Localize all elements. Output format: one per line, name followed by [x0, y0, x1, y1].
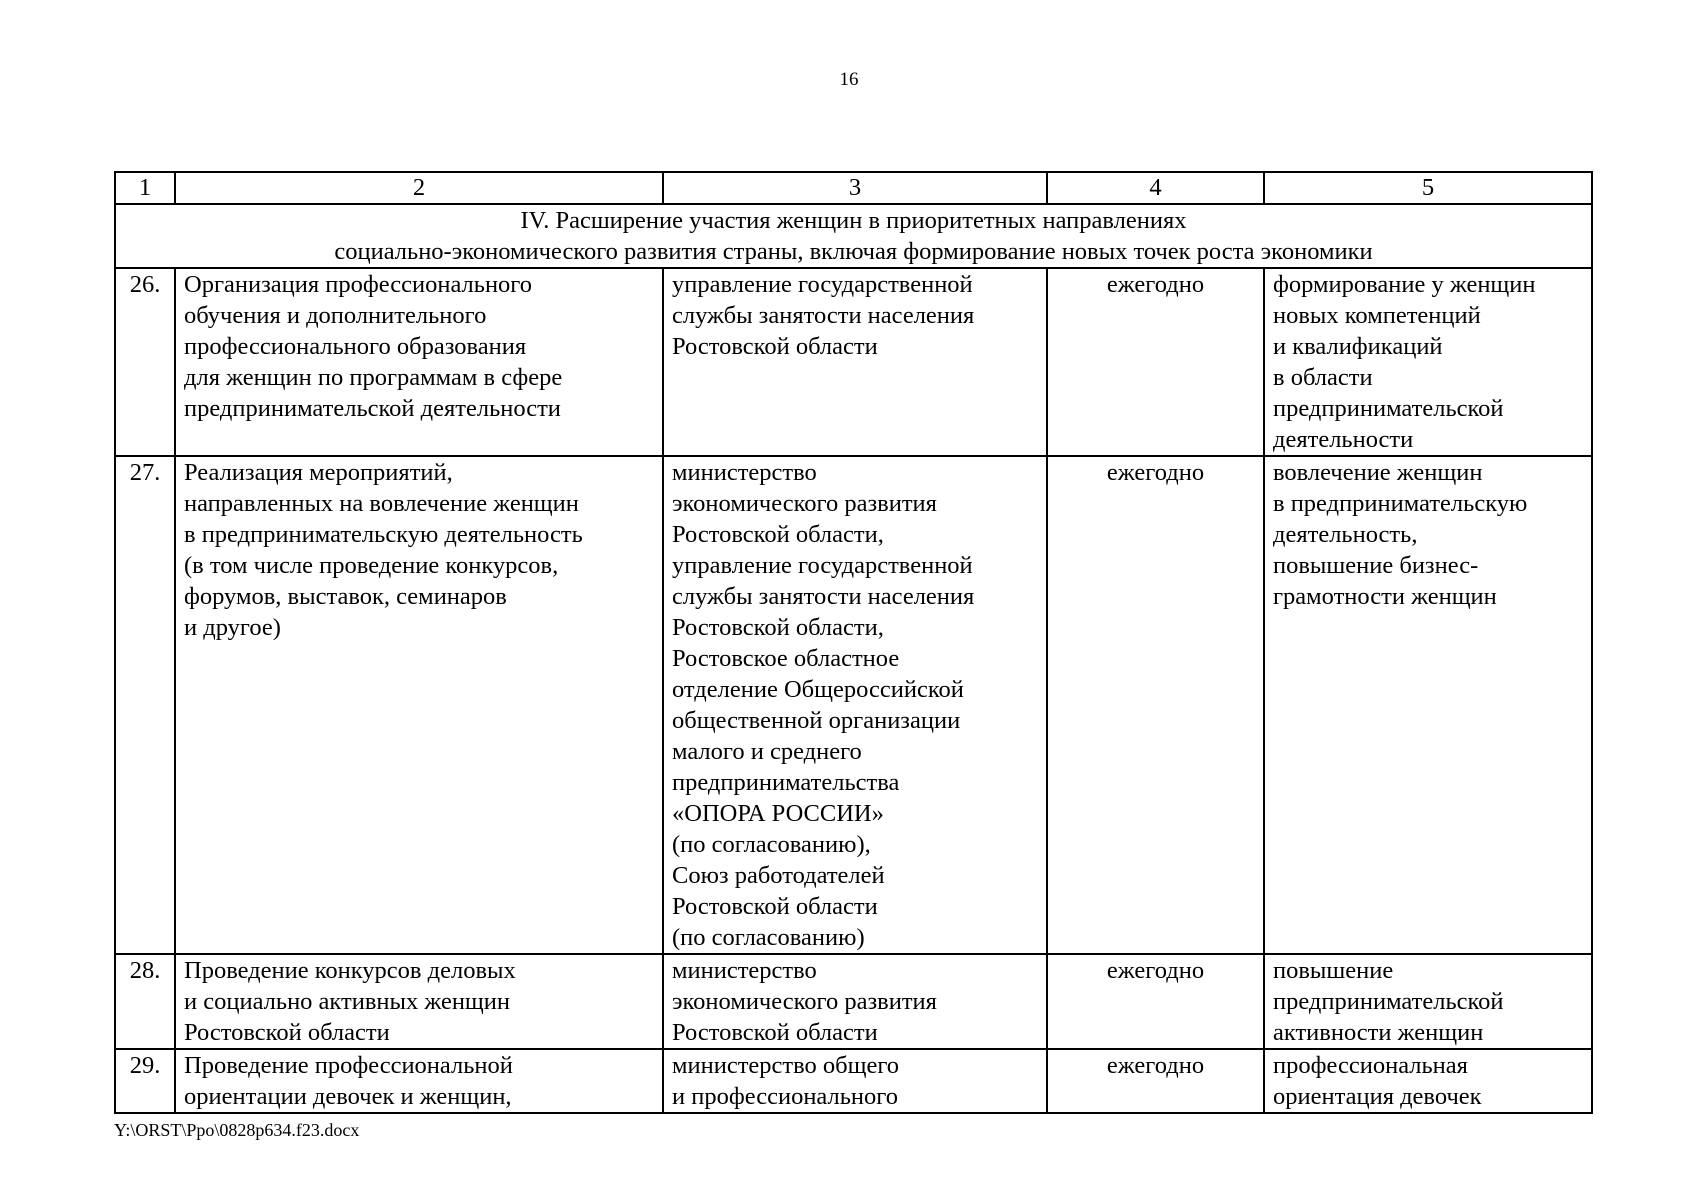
row-number: 29. — [115, 1049, 175, 1113]
term-cell: ежегодно — [1047, 456, 1264, 954]
executor-cell: министерство экономического развития Ростовской области — [663, 954, 1047, 1049]
activity-cell: Проведение конкурсов деловых и социально активных женщин Ростовской области — [175, 954, 663, 1049]
column-number-cell: 3 — [663, 172, 1047, 204]
column-number-cell: 4 — [1047, 172, 1264, 204]
table-row — [115, 268, 1592, 456]
row-number: 26. — [115, 268, 175, 456]
column-number-cell: 1 — [115, 172, 175, 204]
column-number-row — [115, 172, 1592, 204]
activity-cell: Проведение профессиональной ориентации девочек и женщин, — [175, 1049, 663, 1113]
term-cell: ежегодно — [1047, 1049, 1264, 1113]
column-number-cell: 2 — [175, 172, 663, 204]
file-path-footer: Y:\ORST\Ppo\0828p634.f23.docx — [114, 1120, 360, 1140]
table-row — [115, 1049, 1592, 1113]
result-cell: формирование у женщин новых компетенций и квалификаций в области предпринимательской деятельности — [1264, 268, 1592, 456]
activity-cell: Организация профессионального обучения и дополнительного профессионального образования для женщин по программам в сфере предпринимательской деятельности — [175, 268, 663, 456]
activities-table — [114, 171, 1593, 1114]
row-number: 28. — [115, 954, 175, 1049]
result-cell: вовлечение женщин в предпринимательскую деятельность, повышение бизнес- грамотности женщин — [1264, 456, 1592, 954]
page-number: 16 — [839, 69, 859, 90]
executor-cell: министерство экономического развития Ростовской области, управление государственной службы занятости населения Ростовской области, Ростовское областное отделение Общероссийской общественной организации малого и среднего предпринимательства «ОПОРА РОССИИ» (по согласованию), Союз работодателей Ростовской области (по согласованию) — [663, 456, 1047, 954]
table-row — [115, 456, 1592, 954]
executor-cell: министерство общего и профессионального — [663, 1049, 1047, 1113]
result-cell: повышение предпринимательской активности женщин — [1264, 954, 1592, 1049]
table-row — [115, 954, 1592, 1049]
result-cell: профессиональная ориентация девочек — [1264, 1049, 1592, 1113]
section-heading-row — [115, 204, 1592, 268]
term-cell: ежегодно — [1047, 954, 1264, 1049]
term-cell: ежегодно — [1047, 268, 1264, 456]
section-heading: IV. Расширение участия женщин в приоритетных направлениях социально-экономического развития страны, включая формирование новых точек роста экономики — [115, 204, 1592, 268]
activity-cell: Реализация мероприятий, направленных на вовлечение женщин в предпринимательскую деятельность (в том числе проведение конкурсов, форумов, выставок, семинаров и другое) — [175, 456, 663, 954]
row-number: 27. — [115, 456, 175, 954]
executor-cell: управление государственной службы занятости населения Ростовской области — [663, 268, 1047, 456]
column-number-cell: 5 — [1264, 172, 1592, 204]
